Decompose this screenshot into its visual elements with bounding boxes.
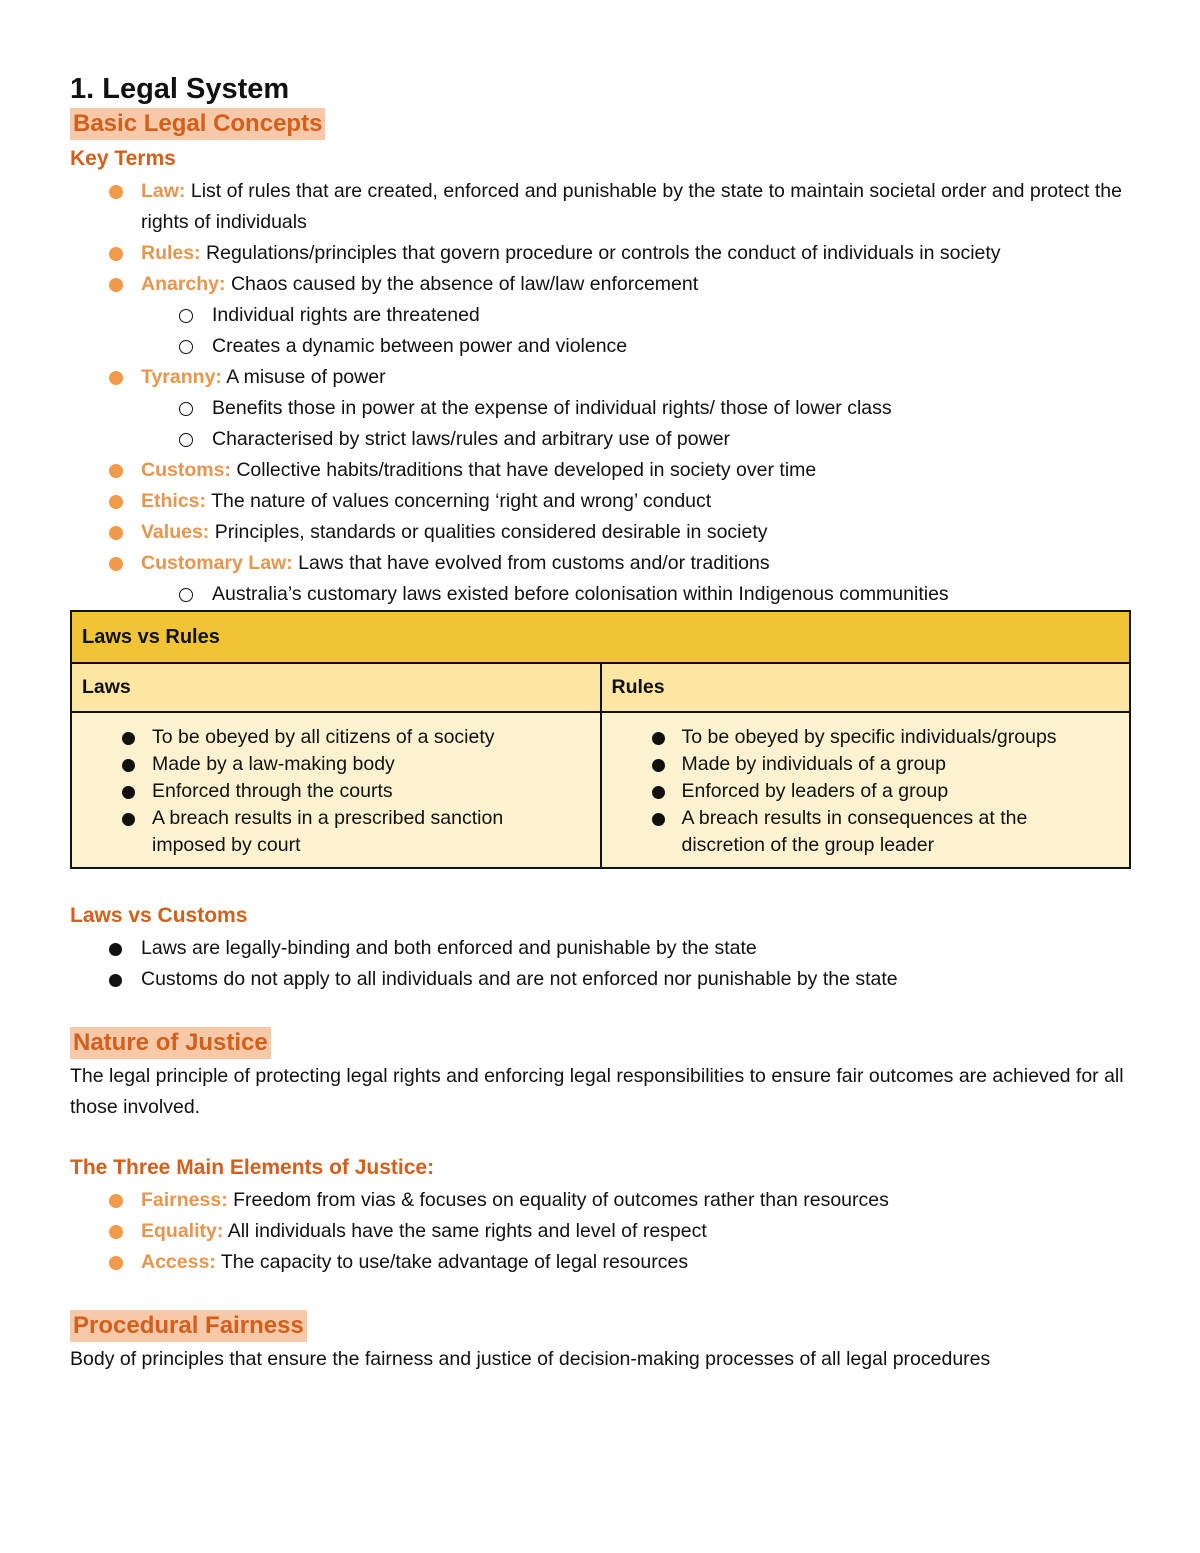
list-item [612, 778, 1120, 805]
laws-vs-customs-heading: Laws vs Customs [70, 904, 248, 927]
term-definition: The nature of values concerning ‘right and wrong’ conduct [211, 490, 712, 512]
orange-bullet-icon [109, 1194, 123, 1208]
list-item [70, 1247, 1132, 1278]
sub-list-item [141, 579, 1132, 610]
black-bullet-icon [122, 813, 135, 826]
sub-item-text: Creates a dynamic between power and violence [212, 335, 628, 357]
sub-list [141, 579, 1132, 610]
section-nature-of-justice [70, 1027, 1132, 1059]
term-definition: Chaos caused by the absence of law/law enforcement [230, 273, 699, 295]
list-item [612, 724, 1120, 751]
term-definition: List of rules that are created, enforced and punishable by the state to maintain societal order and protect the rights of individuals [141, 180, 1122, 233]
term-label: Tyranny: [141, 366, 222, 388]
term-label: Rules: [141, 242, 201, 264]
sub-list-item [141, 300, 1132, 331]
list-item [612, 751, 1120, 778]
list-item [70, 238, 1132, 269]
list-item [70, 455, 1132, 486]
cell-text: Enforced by leaders of a group [681, 780, 949, 802]
term-label: Customs: [141, 459, 231, 481]
term-label: Fairness: [141, 1189, 228, 1211]
black-bullet-icon [122, 786, 135, 799]
black-bullet-icon [122, 732, 135, 745]
term-label: Law: [141, 180, 186, 202]
orange-bullet-icon [109, 464, 123, 478]
orange-bullet-icon [109, 1225, 123, 1239]
sub-item-text: Individual rights are threatened [212, 304, 480, 326]
section-procedural-fairness [70, 1310, 1132, 1342]
term-label: Access: [141, 1251, 216, 1273]
black-bullet-icon [652, 732, 665, 745]
term-definition: All individuals have the same rights and level of respect [227, 1220, 707, 1242]
procedural-fairness-paragraph: Body of principles that ensure the fairness and justice of decision-making processes of all legal procedures [70, 1348, 991, 1370]
table-title: Laws vs Rules [71, 611, 1130, 663]
laws-vs-customs-list [70, 933, 1132, 995]
list-item [70, 933, 1132, 964]
term-definition: Principles, standards or qualities considered desirable in society [214, 521, 768, 543]
term-definition: Regulations/principles that govern procedure or controls the conduct of individuals in society [206, 242, 1001, 264]
hollow-circle-bullet-icon [179, 588, 193, 602]
term-label: Ethics: [141, 490, 207, 512]
cell-text: A breach results in a prescribed sanction imposed by court [152, 807, 504, 856]
list-item [70, 176, 1132, 238]
orange-bullet-icon [109, 371, 123, 385]
cell-text: To be obeyed by specific individuals/groups [681, 726, 1057, 748]
hollow-circle-bullet-icon [179, 309, 193, 323]
hollow-circle-bullet-icon [179, 433, 193, 447]
sub-list-item [141, 393, 1132, 424]
term-label: Values: [141, 521, 210, 543]
cell-text: Made by individuals of a group [681, 753, 946, 775]
sub-item-text: Australia’s customary laws existed before colonisation within Indigenous communities [212, 583, 949, 605]
cell-text: Made by a law-making body [152, 753, 395, 775]
black-bullet-icon [652, 813, 665, 826]
list-item-text: Laws are legally-binding and both enforced and punishable by the state [141, 937, 757, 959]
term-definition: The capacity to use/take advantage of legal resources [220, 1251, 689, 1273]
list-item-text: Customs do not apply to all individuals and are not enforced nor punishable by the state [141, 968, 898, 990]
orange-bullet-icon [109, 185, 123, 199]
document-content [70, 70, 1132, 1375]
sub-item-text: Characterised by strict laws/rules and arbitrary use of power [212, 428, 731, 450]
list-item [82, 724, 590, 751]
laws-list [82, 724, 590, 859]
list-item [82, 751, 590, 778]
list-item [70, 269, 1132, 362]
section-basic-legal-concepts [70, 108, 1132, 140]
cell-text: To be obeyed by all citizens of a society [152, 726, 495, 748]
nature-of-justice-paragraph: The legal principle of protecting legal rights and enforcing legal responsibilities to ensure fair outcomes are achieved for all those involved. [70, 1065, 1124, 1118]
cell-text: Enforced through the courts [152, 780, 393, 802]
list-item [612, 805, 1120, 859]
black-bullet-icon [652, 786, 665, 799]
black-bullet-icon [109, 943, 122, 956]
elements-of-justice-list [70, 1185, 1132, 1278]
key-terms-list [70, 176, 1132, 610]
key-terms-heading: Key Terms [70, 147, 176, 170]
black-bullet-icon [122, 759, 135, 772]
rules-list [612, 724, 1120, 859]
page-title: 1. Legal System [70, 73, 290, 105]
column-header-laws: Laws [71, 663, 601, 712]
list-item [70, 964, 1132, 995]
orange-bullet-icon [109, 495, 123, 509]
list-item [70, 517, 1132, 548]
list-item [70, 486, 1132, 517]
list-item [70, 1216, 1132, 1247]
list-item [82, 805, 590, 859]
list-item [70, 362, 1132, 455]
section-heading-procedural-fairness: Procedural Fairness [70, 1310, 307, 1342]
black-bullet-icon [652, 759, 665, 772]
term-label: Customary Law: [141, 552, 293, 574]
sub-list-item [141, 331, 1132, 362]
sub-list [141, 300, 1132, 362]
list-item [70, 548, 1132, 610]
orange-bullet-icon [109, 278, 123, 292]
sub-list-item [141, 424, 1132, 455]
term-label: Anarchy: [141, 273, 226, 295]
column-header-rules: Rules [601, 663, 1131, 712]
orange-bullet-icon [109, 1256, 123, 1270]
list-item [82, 778, 590, 805]
laws-cell [71, 712, 601, 868]
term-definition: Laws that have evolved from customs and/or traditions [298, 552, 770, 574]
orange-bullet-icon [109, 526, 123, 540]
black-bullet-icon [109, 974, 122, 987]
orange-bullet-icon [109, 557, 123, 571]
term-definition: Freedom from vias & focuses on equality of outcomes rather than resources [233, 1189, 889, 1211]
rules-cell [601, 712, 1131, 868]
orange-bullet-icon [109, 247, 123, 261]
section-heading-nature-of-justice: Nature of Justice [70, 1027, 271, 1059]
elements-of-justice-heading: The Three Main Elements of Justice: [70, 1156, 435, 1179]
hollow-circle-bullet-icon [179, 340, 193, 354]
sub-list [141, 393, 1132, 455]
section-heading-basic-legal-concepts: Basic Legal Concepts [70, 108, 325, 140]
hollow-circle-bullet-icon [179, 402, 193, 416]
laws-vs-rules-table [70, 610, 1131, 869]
cell-text: A breach results in consequences at the discretion of the group leader [681, 807, 1028, 856]
sub-item-text: Benefits those in power at the expense of individual rights/ those of lower class [212, 397, 892, 419]
list-item [70, 1185, 1132, 1216]
term-definition: Collective habits/traditions that have developed in society over time [236, 459, 817, 481]
term-definition: A misuse of power [226, 366, 386, 388]
term-label: Equality: [141, 1220, 224, 1242]
